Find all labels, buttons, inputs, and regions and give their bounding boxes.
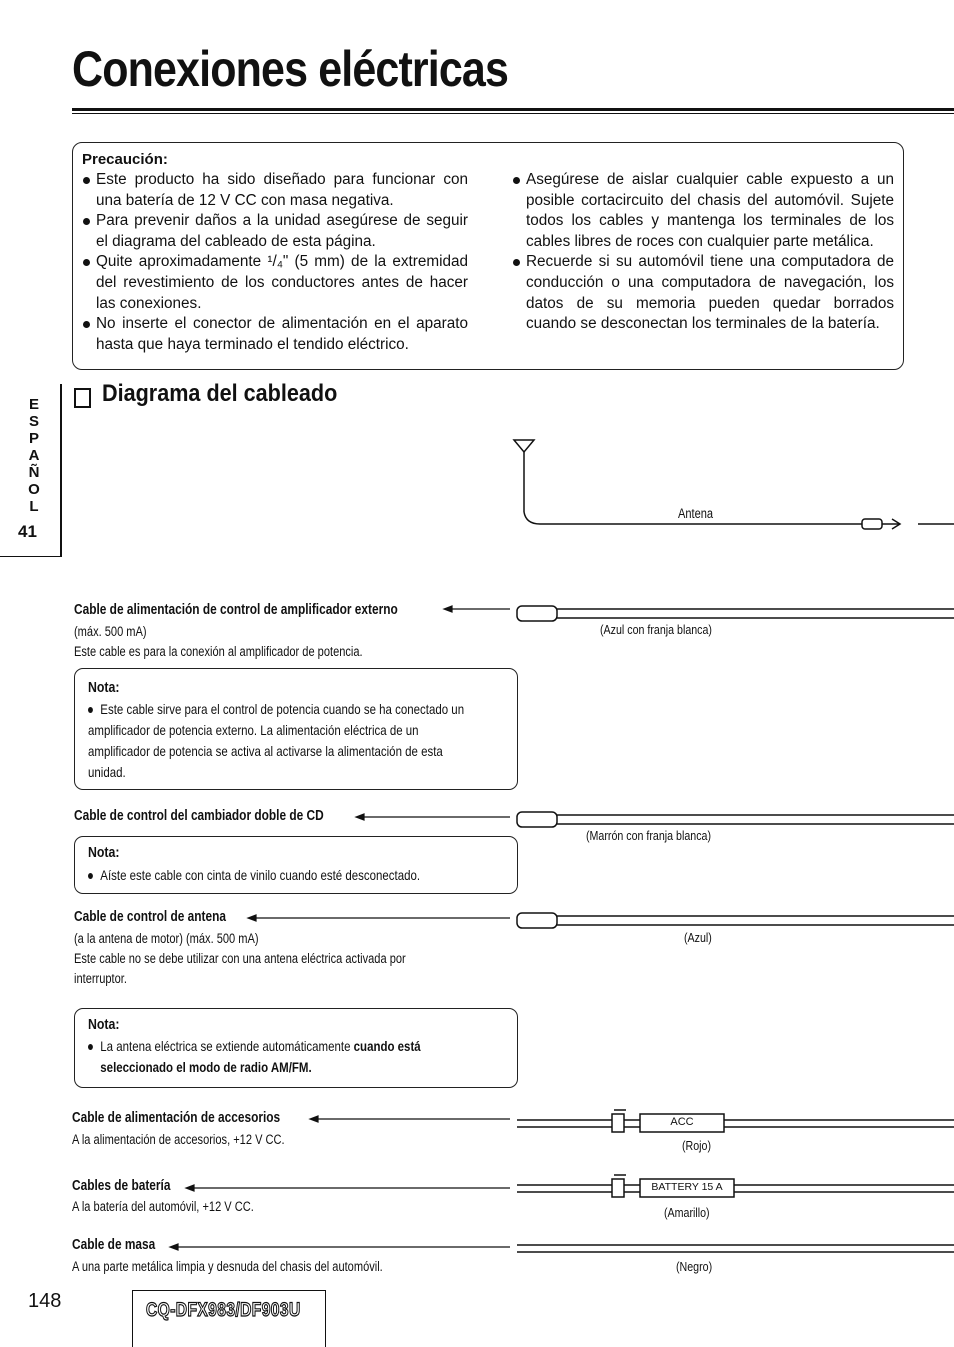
bullet-icon — [88, 1044, 93, 1050]
battery-wire-color: (Amarillo) — [664, 1205, 710, 1220]
cd-note-text: Aíste este cable con cinta de vinilo cuando esté desconectado. — [88, 865, 482, 886]
amp-wire-sub1: (máx. 500 mA) — [74, 624, 147, 639]
ground-wire-sub1: A una parte metálica limpia y desnuda del chasis del automóvil. — [72, 1259, 383, 1274]
antenna-note-text: La antena eléctrica se extiende automáticamente cuando está seleccionado el modo de radio AM/FM. — [88, 1036, 482, 1078]
battery-fuse-tag: BATTERY 15 A — [651, 1181, 723, 1193]
caution-item: No inserte el conector de alimentación en el aparato hasta que haya terminado el tendido eléctrico. — [82, 314, 468, 355]
antenna-note-title: Nota: — [88, 1017, 120, 1033]
side-tab-number: 41 — [18, 522, 37, 541]
amp-wire-sub2: Este cable es para la conexión al amplificador de potencia. — [74, 644, 363, 659]
side-tab-language: E S P A Ñ O L — [28, 396, 40, 515]
antenna-ctrl-color: (Azul) — [684, 930, 712, 945]
section-title: Diagrama del cableado — [102, 380, 338, 407]
battery-wire-fuse — [517, 1175, 954, 1197]
antenna-ctrl-sub2: Este cable no se debe utilizar con una antena eléctrica activada por — [74, 951, 406, 966]
acc-wire-fuse — [517, 1110, 954, 1132]
page-title: Conexiones eléctricas — [72, 41, 509, 97]
amp-note-title: Nota: — [88, 680, 120, 696]
acc-wire-sub1: A la alimentación de accesorios, +12 V CC. — [72, 1132, 285, 1147]
ground-wire — [517, 1245, 954, 1252]
antenna-label: Antena — [678, 506, 714, 521]
antenna-ctrl-sub1: (a la antena de motor) (máx. 500 mA) — [74, 931, 259, 946]
bullet-icon — [88, 873, 93, 879]
cd-wire-connector — [517, 812, 954, 827]
battery-wire-label: Cables de batería — [72, 1178, 171, 1194]
bullet-icon — [88, 707, 93, 713]
cd-wire-label: Cable de control del cambiador doble de CD — [74, 808, 324, 824]
antenna-ctrl-sub3: interruptor. — [74, 971, 127, 986]
antenna-ctrl-wire-connector — [517, 913, 954, 928]
ground-wire-label: Cable de masa — [72, 1237, 156, 1253]
acc-wire-label: Cable de alimentación de accesorios — [72, 1110, 281, 1126]
acc-wire-color: (Rojo) — [682, 1138, 712, 1153]
antenna-icon — [514, 440, 954, 529]
caution-title: Precaución: — [82, 151, 168, 168]
amp-wire-color: (Azul con franja blanca) — [600, 622, 712, 637]
ground-wire-color: (Negro) — [676, 1259, 713, 1274]
acc-fuse-tag: ACC — [670, 1116, 694, 1128]
antenna-ctrl-label: Cable de control de antena — [74, 909, 226, 925]
caution-item: Recuerde si su automóvil tiene una computadora de conducción o una computadora de navegación, los datos de su memoria pueden quedar borrados cuando se desconectan los terminales de la batería. — [512, 252, 894, 334]
battery-wire-sub1: A la batería del automóvil, +12 V CC. — [72, 1199, 254, 1214]
caution-item: Este producto ha sido diseñado para funcionar con una batería de 12 V CC con masa negativa. — [82, 170, 468, 211]
page-number: 148 — [28, 1290, 62, 1312]
amp-wire-connector — [517, 606, 954, 621]
amp-note-text: Este cable sirve para el control de potencia cuando se ha conectado un amplificador de potencia externo. La alimentación eléctrica de un amplificador de potencia se activa al activarse la alimentación de esta unidad. — [88, 701, 465, 780]
model-name: CQ-DFX983/DF903U — [146, 1300, 301, 1321]
caution-item: Quite aproximadamente ¹/₄" (5 mm) de la extremidad del revestimiento de los conductores antes de hacer las conexiones. — [82, 252, 468, 314]
caution-item: Asegúrese de aislar cualquier cable expuesto a un posible cortacircuito del chasis del automóvil. Sujete todos los cables y mantenga los terminales de los cables libres de roces con cualquier parte metálica. — [512, 170, 894, 252]
amp-wire-label: Cable de alimentación de control de amplificador externo — [74, 602, 398, 618]
caution-item: Para prevenir daños a la unidad asegúrese de seguir el diagrama del cableado de esta página. — [82, 211, 468, 252]
cd-wire-color: (Marrón con franja blanca) — [586, 828, 712, 843]
cd-note-title: Nota: — [88, 845, 120, 861]
